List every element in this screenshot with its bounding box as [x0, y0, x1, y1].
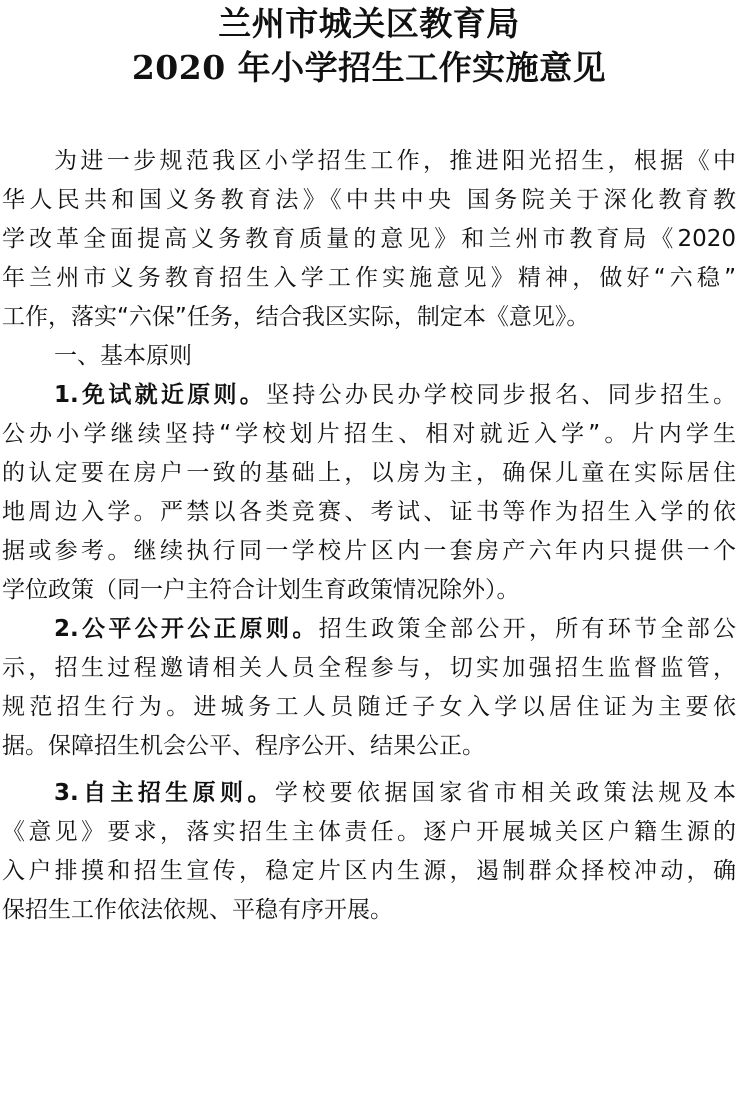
intro-line: 为进一步规范我区小学招生工作，推进阳光招生，根据《中: [54, 148, 736, 174]
principle-1-first-line: [2, 376, 736, 415]
section-heading: 一、基本原则: [54, 343, 192, 369]
intro-line: 工作，落实“六保”任务，结合我区实际，制定本《意见》。: [2, 304, 590, 330]
principle-1-line: 公办小学继续坚持“学校划片招生、相对就近入学”。片内学生: [2, 421, 736, 447]
principle-3-label: 3.自主招生原则。: [54, 780, 275, 806]
principle-2-line: 规范招生行为。进城务工人员随迁子女入学以居住证为主要依: [2, 694, 736, 720]
principle-3-line: 入户排摸和招生宣传，稳定片区内生源，遏制群众择校冲动，确: [2, 858, 736, 884]
intro-line: 学改革全面提高义务教育质量的意见》和兰州市教育局《2020: [2, 226, 736, 252]
principle-2-line: 示，招生过程邀请相关人员全程参与，切实加强招生监督监管，: [2, 655, 736, 681]
principle-2-first-line: [2, 610, 736, 649]
principle-1-text: 坚持公办民办学校同步报名、同步招生。: [266, 382, 736, 408]
principle-2-label: 2.公平公开公正原则。: [54, 616, 319, 642]
intro-line: 华人民共和国义务教育法》《中共中央 国务院关于深化教育教: [2, 187, 736, 213]
document-title-line-2: 2020 年小学招生工作实施意见: [131, 48, 607, 87]
document-body: [2, 142, 736, 930]
document-title-line-1: 兰州市城关区教育局: [218, 4, 520, 43]
principle-3-line: 保招生工作依法依规、平稳有序开展。: [2, 897, 393, 923]
principle-3-text: 学校要依据国家省市相关政策法规及本: [274, 780, 736, 806]
principle-1-label: 1.免试就近原则。: [54, 382, 267, 408]
principle-1-line: 地周边入学。严禁以各类竞赛、考试、证书等作为招生入学的依: [2, 499, 736, 525]
principle-3-line: 《意见》要求，落实招生主体责任。逐户开展城关区户籍生源的: [2, 819, 736, 845]
paragraph-gap: [2, 766, 736, 774]
principle-1-line: 的认定要在房户一致的基础上，以房为主，确保儿童在实际居住: [2, 460, 736, 486]
principle-1-line: 据或参考。继续执行同一学校片区内一套房产六年内只提供一个: [2, 538, 736, 564]
principle-2-line: 据。保障招生机会公平、程序公开、结果公正。: [2, 733, 485, 759]
principle-1-line: 学位政策（同一户主符合计划生育政策情况除外）。: [2, 577, 520, 603]
principle-2-text: 招生政策全部公开，所有环节全部公: [318, 616, 736, 642]
intro-line: 年兰州市义务教育招生入学工作实施意见》精神，做好“六稳”: [2, 265, 736, 291]
principle-3-first-line: [2, 774, 736, 813]
